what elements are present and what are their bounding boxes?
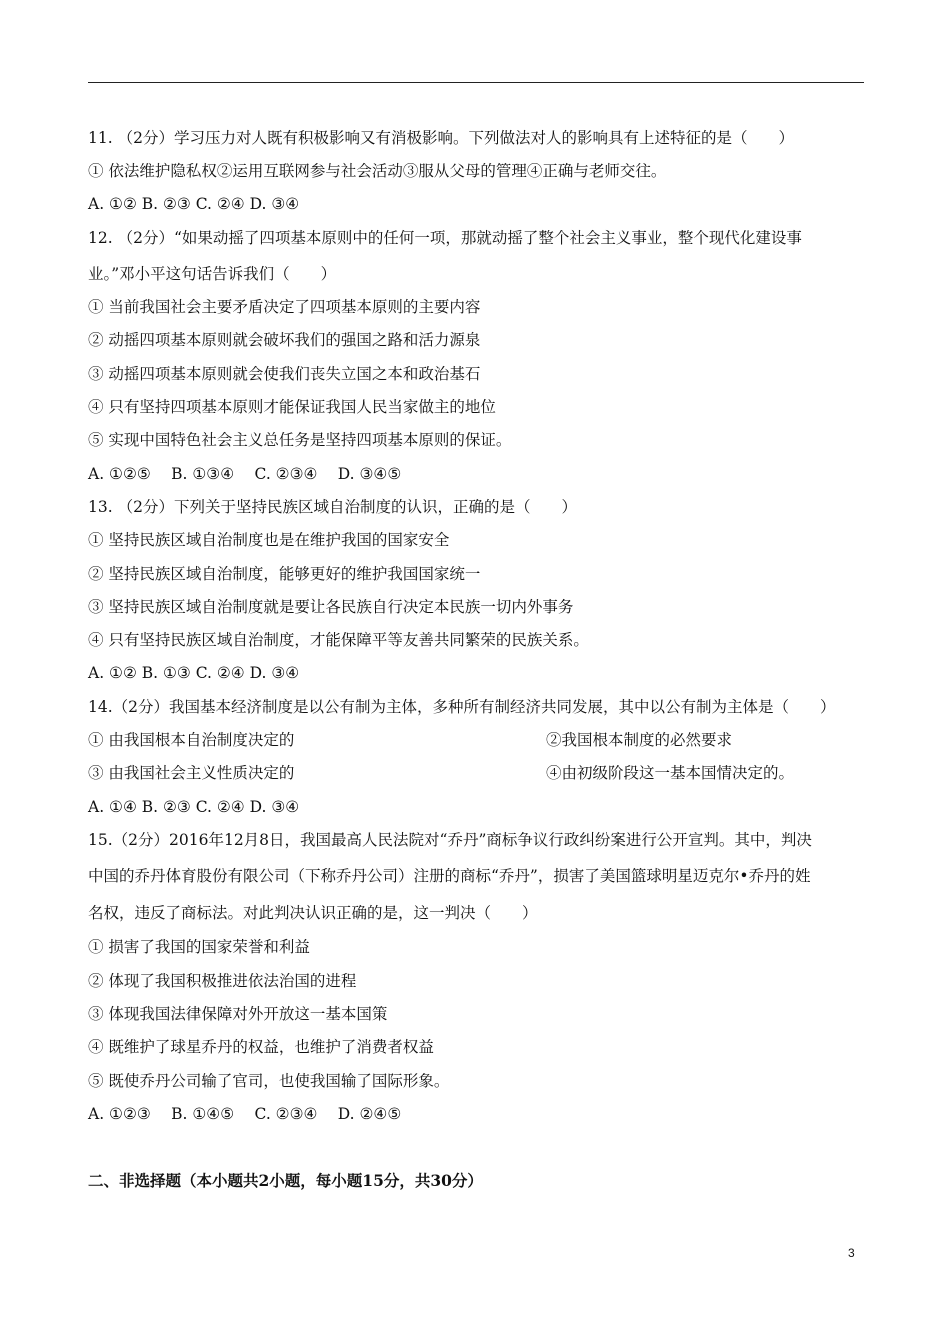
q15-item-4: ④ 既维护了球星乔丹的权益，也维护了消费者权益 [88, 1038, 434, 1056]
q13-item-4: ④ 只有坚持民族区域自治制度，才能保障平等友善共同繁荣的民族关系。 [88, 631, 589, 649]
q15-item-1: ① 损害了我国的国家荣誉和利益 [88, 938, 310, 956]
q11-stem: 11. （2分）学习压力对人既有积极影响又有消极影响。下列做法对人的影响具有上述特征的是（ ） [88, 129, 794, 147]
q12-item-4: ④ 只有坚持四项基本原则才能保证我国人民当家做主的地位 [88, 398, 496, 416]
q15-stem-line-2: 中国的乔丹体育股份有限公司（下称乔丹公司）注册的商标“乔丹”，损害了美国篮球明星迈克尔•乔丹的姓 [88, 867, 811, 885]
q14-item-4: ④由初级阶段这一基本国情决定的。 [546, 764, 795, 782]
q13-item-1: ① 坚持民族区域自治制度也是在维护我国的国家安全 [88, 531, 450, 549]
q14-item-1: ① 由我国根本自治制度决定的 [88, 731, 295, 749]
q15-stem-line-3: 名权，违反了商标法。对此判决认识正确的是，这一判决（ ） [88, 904, 538, 922]
q11-items: ① 依法维护隐私权②运用互联网参与社会活动③服从父母的管理④正确与老师交往。 [88, 162, 667, 180]
q14-options: A. ①④ B. ②③ C. ②④ D. ③④ [88, 798, 300, 816]
q15-options: A. ①②③ B. ①④⑤ C. ②③④ D. ②④⑤ [88, 1105, 402, 1123]
q12-item-5: ⑤ 实现中国特色社会主义总任务是坚持四项基本原则的保证。 [88, 431, 512, 449]
q14-row-2 [88, 763, 878, 783]
q12-item-1: ① 当前我国社会主要矛盾决定了四项基本原则的主要内容 [88, 298, 481, 316]
q15-stem-line-1: 15.（2分）2016年12月8日，我国最高人民法院对“乔丹”商标争议行政纠纷案进行公开宣判。其中，判决 [88, 831, 812, 849]
q15-item-2: ② 体现了我国积极推进依法治国的进程 [88, 972, 357, 990]
q13-item-2: ② 坚持民族区域自治制度，能够更好的维护我国国家统一 [88, 565, 481, 583]
q13-stem: 13. （2分）下列关于坚持民族区域自治制度的认识，正确的是（ ） [88, 498, 577, 516]
q14-item-2: ②我国根本制度的必然要求 [546, 731, 733, 749]
header-rule [88, 82, 864, 83]
q12-options: A. ①②⑤ B. ①③④ C. ②③④ D. ③④⑤ [88, 465, 402, 483]
page-number: 3 [848, 1246, 855, 1260]
q14-stem: 14.（2分）我国基本经济制度是以公有制为主体，多种所有制经济共同发展，其中以公有制为主体是（ ） [88, 698, 836, 716]
q14-row-1 [88, 730, 878, 750]
q15-item-3: ③ 体现我国法律保障对外开放这一基本国策 [88, 1005, 388, 1023]
q13-item-3: ③ 坚持民族区域自治制度就是要让各民族自行决定本民族一切内外事务 [88, 598, 574, 616]
q12-item-3: ③ 动摇四项基本原则就会使我们丧失立国之本和政治基石 [88, 365, 481, 383]
q13-options: A. ①② B. ①③ C. ②④ D. ③④ [88, 664, 300, 682]
q15-item-5: ⑤ 既使乔丹公司输了官司，也使我国输了国际形象。 [88, 1072, 450, 1090]
q12-stem-line-2: 业。”邓小平这句话告诉我们（ ） [88, 265, 337, 283]
q12-stem-line-1: 12. （2分）“如果动摇了四项基本原则中的任何一项，那就动摇了整个社会主义事业，整个现代化建设事 [88, 229, 802, 247]
section-2-heading: 二、非选择题（本小题共2小题，每小题15分，共30分） [88, 1171, 483, 1190]
q11-options: A. ①② B. ②③ C. ②④ D. ③④ [88, 195, 300, 213]
q14-item-3: ③ 由我国社会主义性质决定的 [88, 764, 295, 782]
q12-item-2: ② 动摇四项基本原则就会破坏我们的强国之路和活力源泉 [88, 331, 481, 349]
